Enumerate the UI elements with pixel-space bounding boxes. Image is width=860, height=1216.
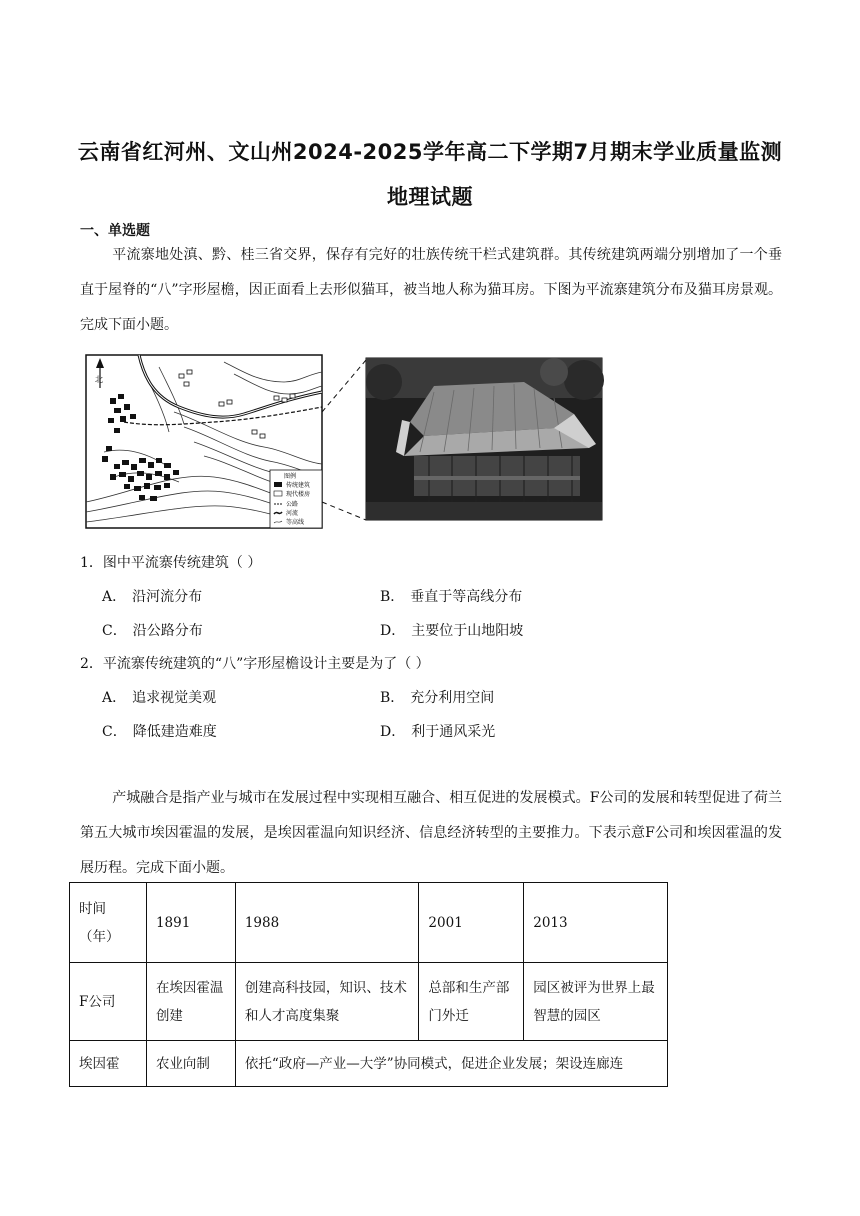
question-1-stem: 1．图中平流寨传统建筑（ ） (80, 555, 262, 571)
table-cell: 依托“政府—产业—大学”协同模式，促进企业发展；架设连廊连 (235, 1041, 667, 1087)
table-cell: 1988 (235, 883, 419, 963)
option-text: 沿公路分布 (132, 623, 203, 639)
table-cell: 园区被评为世界上最智慧的园区 (524, 963, 668, 1041)
option-key: C． (102, 623, 127, 639)
option-key: D． (380, 623, 406, 639)
table-cell: 总部和生产部门外迁 (419, 963, 524, 1041)
option-text: 追求视觉美观 (132, 690, 217, 706)
table-row (70, 883, 668, 963)
q1-option-c[interactable] (102, 620, 203, 640)
connector-line-top (322, 360, 366, 412)
option-key: B． (380, 690, 405, 706)
q2-option-a[interactable] (102, 687, 216, 707)
q1-option-b[interactable] (380, 586, 522, 606)
table-cell: 时间（年） (70, 883, 147, 963)
map-legend (270, 470, 322, 528)
q1-option-a[interactable] (102, 586, 202, 606)
table-row (70, 1041, 668, 1087)
svg-text:北: 北 (95, 375, 103, 384)
option-key: A． (102, 690, 127, 706)
table-cell: 农业向制 (146, 1041, 235, 1087)
table-cell: F公司 (70, 963, 147, 1041)
passage-eindhoven: 产城融合是指产业与城市在发展过程中实现相互融合、相互促进的发展模式。F公司的发展和转型促进了荷兰第五大城市埃因霍温的发展，是埃因霍温向知识经济、信息经济转型的主要推力。下表示意F公司和埃因霍温的发展历程。完成下面小题。 (80, 790, 782, 876)
svg-text:公路: 公路 (286, 501, 299, 508)
option-text: 主要位于山地阳坡 (411, 623, 524, 639)
cat-ear-house-photo (366, 358, 604, 520)
option-key: B． (380, 589, 405, 605)
question-2-stem: 2．平流寨传统建筑的“八”字形屋檐设计主要是为了（ ） (80, 656, 430, 672)
table-cell: 埃因霍 (70, 1041, 147, 1087)
option-text: 降低建造难度 (132, 724, 217, 740)
q2-option-d[interactable] (380, 721, 495, 741)
option-text: 充分利用空间 (410, 690, 495, 706)
q2-option-c[interactable] (102, 721, 217, 741)
table-cell: 1891 (146, 883, 235, 963)
page-title-line1: 云南省红河州、文山州2024-2025学年高二下学期7月期末学业质量监测 (77, 140, 783, 164)
q2-option-b[interactable] (380, 687, 494, 707)
table-cell: 2001 (419, 883, 524, 963)
option-text: 垂直于等高线分布 (410, 589, 523, 605)
option-text: 沿河流分布 (132, 589, 203, 605)
passage-pingliuzhai: 平流寨地处滇、黔、桂三省交界，保存有完好的壮族传统干栏式建筑群。其传统建筑两端分别增加了一个垂直于屋脊的“八”字形屋檐，因正面看上去形似猫耳，被当地人称为猫耳房。下图为平流寨建筑分布及猫耳房景观。完成下面小题。 (80, 247, 782, 333)
development-table (69, 882, 668, 1087)
option-key: C． (102, 724, 127, 740)
section-heading-single-choice: 一、单选题 (80, 223, 150, 239)
svg-text:现代楼房: 现代楼房 (286, 491, 311, 498)
connector-line-bottom (322, 502, 366, 520)
table-row (70, 963, 668, 1041)
q1-option-d[interactable] (380, 620, 523, 640)
settlement-map (86, 355, 322, 528)
table-cell: 创建高科技园，知识、技术和人才高度集聚 (235, 963, 419, 1041)
svg-text:传统建筑: 传统建筑 (286, 482, 311, 489)
option-key: D． (380, 724, 406, 740)
figure-map-and-photo (84, 352, 604, 532)
option-text: 利于通风采光 (411, 724, 496, 740)
svg-text:等高线: 等高线 (286, 519, 305, 526)
page-title-line2: 地理试题 (387, 185, 473, 209)
svg-text:图例: 图例 (284, 473, 297, 480)
option-key: A． (102, 589, 127, 605)
svg-text:河流: 河流 (286, 510, 299, 517)
table-cell: 在埃因霍温创建 (146, 963, 235, 1041)
table-cell: 2013 (524, 883, 668, 963)
